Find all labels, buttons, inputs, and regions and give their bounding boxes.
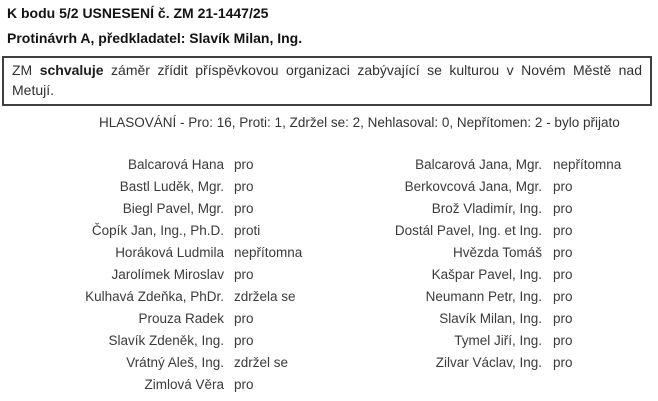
vote-row: [297, 264, 621, 286]
vote-row: [0, 308, 302, 330]
vote-row: [0, 286, 302, 308]
member-name: Slavík Milan, Ing.: [439, 311, 542, 326]
member-name: Prouza Radek: [138, 311, 224, 326]
resolution-box: [2, 56, 652, 106]
vote-row: [297, 330, 621, 352]
member-vote: pro: [234, 377, 254, 392]
vote-row: [0, 198, 302, 220]
vote-row: [0, 330, 302, 352]
vote-row: [0, 264, 302, 286]
member-vote: pro: [553, 289, 573, 304]
member-vote: pro: [234, 157, 254, 172]
member-name: Hvězda Tomáš: [452, 245, 542, 260]
agenda-item-title: K bodu 5/2 USNESENÍ č. ZM 21-1447/25: [7, 5, 269, 21]
member-vote: pro: [234, 311, 254, 326]
vote-row: [0, 374, 302, 396]
vote-list-left-column: [0, 154, 302, 396]
member-vote: zdržel se: [234, 355, 289, 370]
member-vote: pro: [553, 333, 573, 348]
vote-row: [297, 220, 621, 242]
member-name: Balcarová Hana: [127, 157, 224, 172]
vote-row: [297, 308, 621, 330]
member-vote: nepřítomna: [553, 157, 622, 172]
member-vote: pro: [234, 267, 254, 282]
resolution-verb: schvaluje: [39, 62, 104, 78]
member-name: Kašpar Pavel, Ing.: [431, 267, 542, 282]
vote-row: [0, 242, 302, 264]
member-name: Biegl Pavel, Mgr.: [122, 201, 224, 216]
member-vote: pro: [234, 179, 254, 194]
member-vote: pro: [553, 267, 573, 282]
proposal-title: Protinávrh A, předkladatel: Slavík Milan, Ing.: [7, 30, 303, 46]
vote-row: [0, 220, 302, 242]
member-name: Bastl Luděk, Mgr.: [119, 179, 224, 194]
member-vote: pro: [553, 223, 573, 238]
resolution-body: záměr zřídit příspěvkovou organizaci zabývající se kulturou v Novém Městě nad Metují.: [12, 62, 642, 98]
vote-row: [0, 154, 302, 176]
member-vote: zdržela se: [234, 289, 296, 304]
resolution-prefix: ZM: [12, 62, 33, 78]
member-name: Brož Vladimír, Ing.: [431, 201, 542, 216]
member-name: Kulhavá Zdeňka, PhDr.: [85, 289, 224, 304]
member-name: Dostál Pavel, Ing. et Ing.: [394, 223, 542, 238]
vote-row: [297, 154, 621, 176]
member-name: Horáková Ludmila: [115, 245, 224, 260]
member-name: Čopík Jan, Ing., Ph.D.: [91, 223, 224, 238]
vote-row: [0, 352, 302, 374]
member-vote: proti: [234, 223, 261, 238]
member-name: Zilvar Václav, Ing.: [435, 355, 542, 370]
member-vote: pro: [234, 201, 254, 216]
member-name: Jarolímek Miroslav: [111, 267, 224, 282]
member-name: Neumann Petr, Ing.: [425, 289, 542, 304]
member-name: Berkovcová Jana, Mgr.: [404, 179, 542, 194]
vote-row: [0, 176, 302, 198]
member-name: Balcarová Jana, Mgr.: [415, 157, 542, 172]
member-vote: pro: [234, 333, 254, 348]
member-vote: pro: [553, 311, 573, 326]
member-name: Slavík Zdeněk, Ing.: [108, 333, 224, 348]
vote-row: [297, 176, 621, 198]
vote-row: [297, 352, 621, 374]
member-vote: pro: [553, 355, 573, 370]
member-name: Vrátný Aleš, Ing.: [126, 355, 224, 370]
voting-summary: HLASOVÁNÍ - Pro: 16, Proti: 1, Zdržel se: 2, Nehlasoval: 0, Nepřítomen: 2 - bylo přijato: [99, 115, 620, 130]
vote-row: [297, 198, 621, 220]
vote-row: [297, 286, 621, 308]
member-vote: pro: [553, 245, 573, 260]
member-vote: nepřítomna: [234, 245, 303, 260]
member-name: Tymel Jiří, Ing.: [454, 333, 542, 348]
member-vote: pro: [553, 201, 573, 216]
member-name: Zimlová Věra: [144, 377, 224, 392]
vote-row: [297, 242, 621, 264]
member-vote: pro: [553, 179, 573, 194]
vote-list-right-column: [297, 154, 621, 374]
